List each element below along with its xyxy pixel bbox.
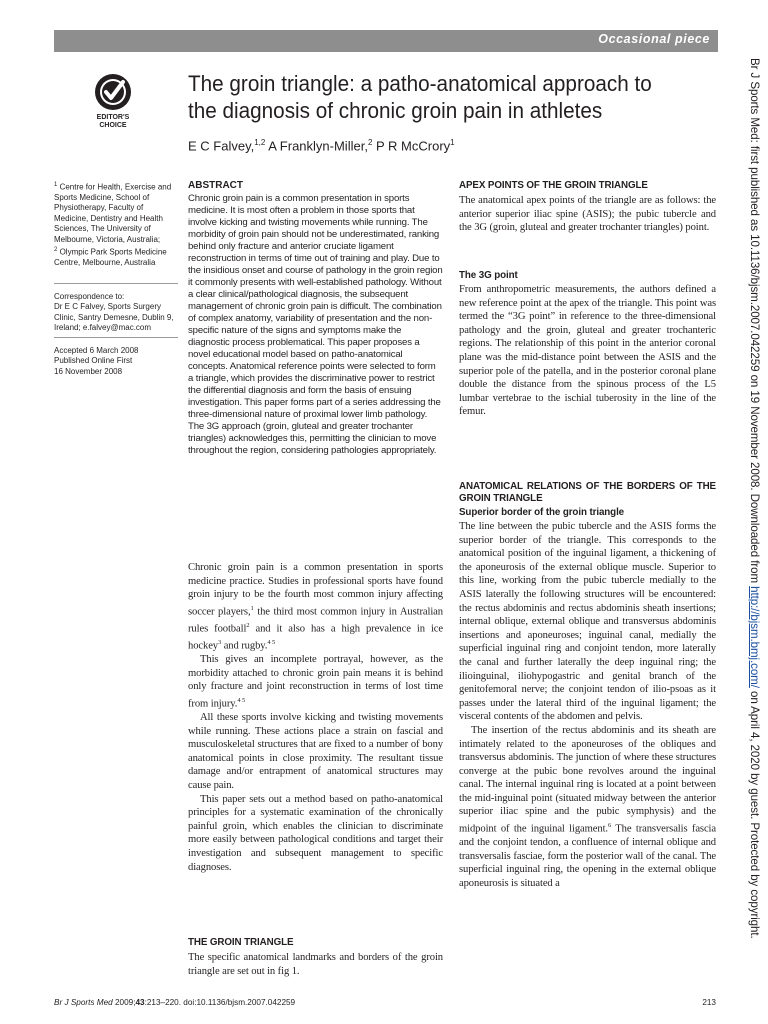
publication-dates bbox=[54, 346, 178, 377]
side-watermark bbox=[733, 58, 765, 958]
citation-volume: 43 bbox=[135, 998, 145, 1007]
subsection-heading: The 3G point bbox=[459, 270, 518, 281]
section-heading: THE GROIN TRIANGLE bbox=[188, 937, 294, 948]
bjsm-link[interactable]: http://bjsm.bmj.com/ bbox=[748, 586, 761, 688]
sidebar-divider bbox=[54, 337, 178, 338]
abstract-text: Chronic groin pain is a common presentation in sports medicine. It is most often a problem in those sports that involve kicking and twisting movements while running. The morbidity of groin pain should not be underestimated, ranking behind only fracture and anterior cruciate ligament reconstruction in terms of time out of training and play. Due to the insidious onset and course of pathology in the groin region it commonly presents with well-established pathology. Without a clear clinical/pathological diagnosis, the subsequent management of chronic groin pain is difficult. The combination of complex anatomy, variability of presentation and the non-specific nature of the signs and symptoms make the diagnostic process problematical. This paper proposes a novel educational model based on patho-anatomical concepts. Anatomical reference points were selected to form a triangle, which provides the discriminative power to restrict the differential diagnosis and form the basis of ensuing investigation. This paper forms part of a series addressing the three-dimensional nature of proximal lower limb pathology. The 3G approach (groin, gluteal and greater trochanter triangles) acknowledges this, permitting the clinician to move throughout the region, considering pathologies appropriately. bbox=[188, 193, 443, 456]
section-heading: APEX POINTS OF THE GROIN TRIANGLE bbox=[459, 180, 648, 191]
checkmark-icon bbox=[93, 72, 133, 112]
title-line2: the diagnosis of chronic groin pain in athletes bbox=[188, 98, 603, 123]
author-affiliation: 1 bbox=[450, 138, 455, 147]
author-affiliation: 1,2 bbox=[254, 138, 266, 147]
page-number: 213 bbox=[702, 998, 716, 1007]
intro-paragraph: This paper sets out a method based on patho-anatomical principles for a systematic examination of the chronically painful groin, which enables the clinician to discriminate more easily between pathological conditions and target their investigation and subsequent management to specific diagnoses. bbox=[188, 793, 443, 873]
abstract bbox=[188, 180, 443, 457]
section-heading: ANATOMICAL RELATIONS OF THE BORDERS OF THE GROIN TRIANGLE bbox=[459, 481, 716, 504]
logo-line2: CHOICE bbox=[99, 122, 127, 129]
author-affiliation: 2 bbox=[367, 138, 373, 147]
groin-triangle-section bbox=[188, 937, 443, 978]
apex-points-section bbox=[459, 180, 716, 235]
correspondence-text: Dr E C Falvey, Sports Surgery Clinic, Santry Demesne, Dublin 9, Ireland; e.falvey@mac.com bbox=[54, 302, 174, 333]
affiliation-text: Olympic Park Sports Medicine Centre, Melbourne, Australia bbox=[54, 247, 167, 268]
journal-name: Br J Sports Med bbox=[54, 998, 113, 1007]
author-name: P R McCrory bbox=[372, 138, 451, 154]
affiliation-number: 1 bbox=[54, 182, 58, 188]
section-paragraph: The anatomical apex points of the triangle are as follows: the anterior superior iliac spine (ASIS); the pubic tubercle and the 3G (groin, gluteal and greater trochanter triangles) point. bbox=[459, 195, 716, 234]
intro-paragraph: Chronic groin pain is a common presentation in sports medicine practice. Studies in professional sports have found groin injury to be the fourth most common injury affecting soccer players,$^1$ the third most common injury in Australian rules football$^2$ and it also has a high prevalence in ice hockey$^3$ and rugby.$^{4 5}$ bbox=[188, 562, 443, 652]
banner-label: Occasional piece bbox=[598, 32, 710, 46]
section-paragraph: The specific anatomical landmarks and borders of the groin triangle are set out in fig 1. bbox=[188, 952, 443, 977]
correspondence bbox=[54, 292, 178, 334]
sidebar-divider bbox=[54, 283, 178, 284]
section-paragraph: From anthropometric measurements, the authors defined a new reference point at the apex of the triangle. This point was termed the “3G point” in reference to the three-dimensional pathology and the groin, gluteal and greater trochanteric regions. The relationship of this point in the anterior coronal plane was the mid-distance point between the ASIS and the superior pole of the patella, and in the posterior coronal plane double the distance from the spinous process of the L5 lumbar vertebrae to the ischial tuberosity in the line of the femur. bbox=[459, 284, 716, 418]
abstract-heading: ABSTRACT bbox=[188, 180, 243, 191]
affiliations bbox=[54, 180, 178, 269]
accepted-date: Accepted 6 March 2008 bbox=[54, 346, 139, 355]
author-list bbox=[188, 138, 688, 153]
anatomical-relations-section bbox=[459, 481, 716, 891]
affiliation-number: 2 bbox=[54, 247, 58, 254]
editors-choice-logo bbox=[88, 72, 138, 130]
introduction bbox=[188, 561, 443, 874]
section-paragraph: The insertion of the rectus abdominis and its sheath are intimately related to the aponeuroses of the obliques and transversus abdominis. The junction of where these structures converge at the pubic bone revolves around the inguinal canal. The internal inguinal ring is located at a point between the mid-inguinal point (situated midway between the anterior superior iliac spine and the pubic symphysis) and the midpoint of the inguinal ligament.$^6$ The transversalis fascia and the conjoint tendon, a confluence of internal oblique and transversalis fasciae, form the posterior wall of the canal. The superficial inguinal ring, the opening in the external oblique aponeurosis is situated a bbox=[459, 724, 716, 889]
watermark-text: on April 4, 2020 by guest. Protected by copyright. bbox=[748, 687, 761, 939]
intro-paragraph: All these sports involve kicking and twisting movements while running. These actions place a strain on fascial and musculoskeletal structures that are fixed to a number of bony anatomical points in close proximity. The resultant tissue damage and/or entrapment of anatomical structures may cause pain. bbox=[188, 712, 443, 792]
footer-citation bbox=[54, 998, 295, 1007]
watermark-text: Br J Sports Med: first published as 10.1136/bjsm.2007.042259 on 19 November 2008. Downloaded from bbox=[748, 58, 761, 587]
3g-point-section bbox=[459, 270, 716, 419]
intro-paragraph: This gives an incomplete portrayal, however, as the morbidity attached to chronic groin pain means it is behind only fracture and joint reconstruction in terms of lost time from injury.$^{4 5}$ bbox=[188, 654, 443, 710]
title-line1: The groin triangle: a patho-anatomical approach to bbox=[188, 71, 652, 96]
published-label: Published Online First bbox=[54, 356, 133, 366]
section-paragraph: The line between the pubic tubercle and the ASIS forms the superior border of the triangle. This corresponds to the anatomical position of the inguinal ligament, a thickening of the aponeurosis of the external oblique muscle. Superior to this line, working from the pubic tubercle medially to the ASIS laterally the following structures will be encountered: the rectus abdominis and rectus abdominis sheath insertions; internal oblique, external oblique and transversus abdominis insertions and aponeuroses; inguinal canal, medially the superficial inguinal ring and conjoint tendon, more laterally the canal and further laterally the deep inguinal ring; the ilioinguinal, iliohypogastric and genital branch of the genitofemoral nerve; the conjoint tendon of ilio-psoas as it passes under the lateral third of the inguinal ligament; the visceral contents of the abdomen and pelvis. bbox=[459, 521, 716, 723]
logo-line1: EDITOR'S bbox=[96, 114, 130, 121]
subsection-heading: Superior border of the groin triangle bbox=[459, 507, 625, 518]
article-title bbox=[188, 70, 676, 124]
citation-year: 2009; bbox=[112, 998, 136, 1007]
correspondence-label: Correspondence to: bbox=[54, 292, 125, 301]
author-name: E C Falvey, bbox=[188, 138, 255, 154]
citation-pages: :213–220. doi:10.1136/bjsm.2007.042259 bbox=[144, 998, 296, 1007]
published-date: 16 November 2008 bbox=[54, 366, 123, 376]
author-name: A Franklyn-Miller, bbox=[265, 138, 368, 154]
section-banner bbox=[54, 30, 718, 52]
affiliation-text: Centre for Health, Exercise and Sports Medicine, School of Physiotherapy, Faculty of Medicine, Dentistry and Health Sciences, The University of Melbourne, Victoria, Australia; bbox=[54, 182, 172, 244]
